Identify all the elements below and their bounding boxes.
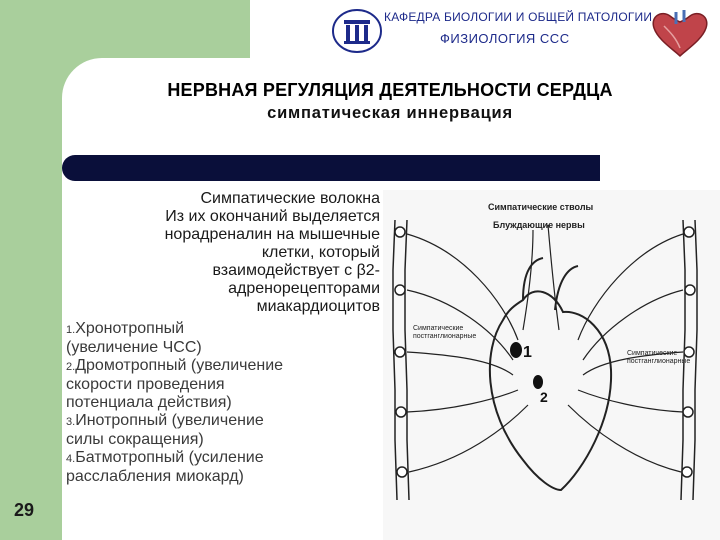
university-logo	[331, 8, 383, 54]
heart-outline	[490, 291, 611, 490]
list-item-continuation: скорости проведения	[66, 376, 225, 393]
intro-text	[66, 190, 380, 316]
intro-line: Из их окончаний выделяется	[165, 208, 380, 225]
heart-illustration	[640, 8, 720, 60]
list-item-continuation: силы сокращения)	[66, 431, 204, 448]
left-postganglionic-label: Симпатические	[413, 325, 464, 332]
slide-subtitle: симпатическая иннервация	[267, 104, 513, 122]
left-postganglionic-label: постганглионарные	[413, 333, 477, 340]
intro-line: Симпатические волокна	[200, 190, 380, 207]
intro-line: адренорецепторами	[228, 280, 380, 297]
green-background-left	[0, 0, 62, 540]
slide-title: НЕРВНАЯ РЕГУЛЯЦИЯ ДЕЯТЕЛЬНОСТИ СЕРДЦА	[167, 80, 613, 100]
marker-1-label: 1	[523, 344, 532, 361]
slide-number: 29	[14, 500, 35, 520]
right-postganglionic-label: постганглионарные	[627, 358, 691, 365]
list-item: 1.Хронотропный	[66, 320, 185, 337]
effects-list	[66, 320, 380, 486]
av-node-marker	[533, 375, 543, 389]
marker-2-label: 2	[540, 389, 548, 405]
list-item-continuation: потенциала действия)	[66, 394, 232, 411]
course-name: ФИЗИОЛОГИЯ ССС	[440, 31, 570, 46]
list-item-continuation: расслабления миокард)	[66, 468, 244, 485]
list-item: 4.Батмотропный (усиление	[66, 449, 264, 466]
right-postganglionic-label: Симпатические	[627, 350, 678, 357]
list-item-continuation: (увеличение ЧСС)	[66, 339, 202, 356]
intro-line: взаимодействует с β2-	[212, 262, 380, 279]
list-item: 3.Инотропный (увеличение	[66, 412, 264, 429]
slide-body	[66, 190, 380, 486]
title-divider-bar	[62, 155, 600, 181]
intro-line: клетки, который	[261, 244, 380, 261]
sympathetic-trunks-label: Симпатические стволы	[488, 202, 594, 212]
vagus-label: Блуждающие нервы	[493, 220, 585, 230]
sa-node-marker	[510, 342, 522, 358]
intro-line: миакардиоцитов	[256, 298, 380, 315]
department-name: КАФЕДРА БИОЛОГИИ И ОБЩЕЙ ПАТОЛОГИИ	[384, 10, 653, 24]
intro-line: норадреналин на мышечные	[164, 226, 380, 243]
heart-innervation-diagram	[383, 190, 720, 540]
list-item: 2.Дромотропный (увеличение	[66, 357, 284, 374]
nerve-fibers	[407, 225, 683, 472]
